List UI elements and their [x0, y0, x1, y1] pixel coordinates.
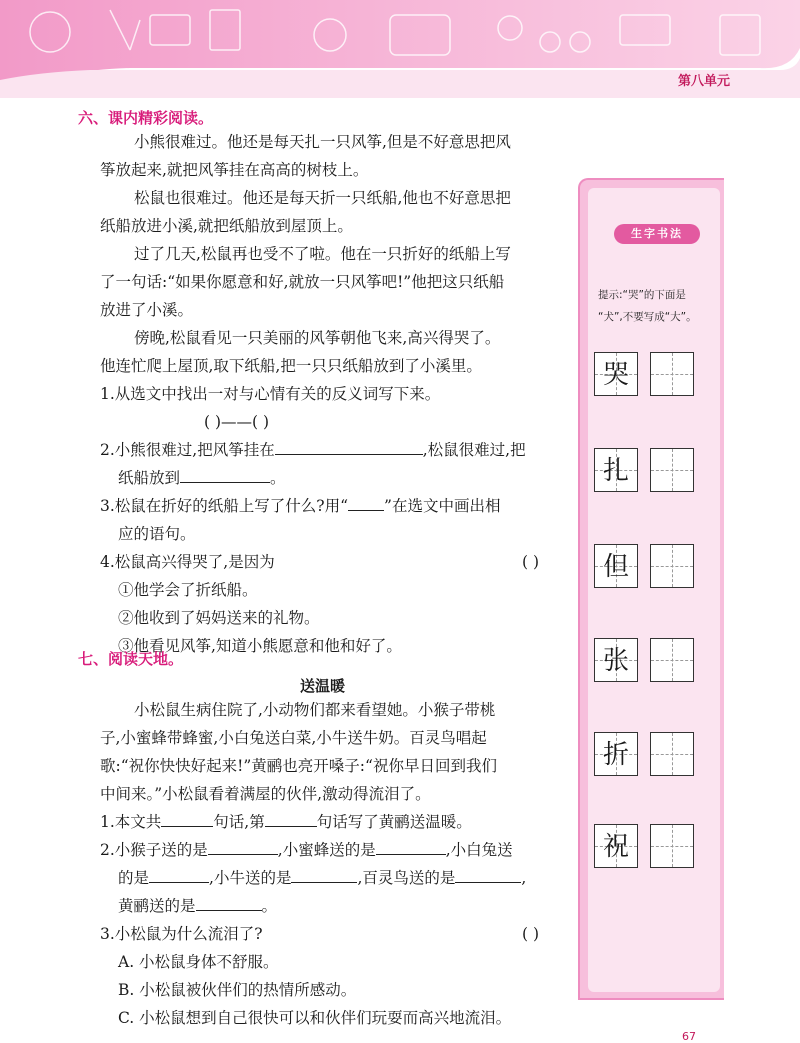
char: 但 [602, 552, 629, 582]
question-2-cont [118, 892, 277, 920]
question-2-text: 的是 [118, 869, 150, 887]
question-2-text: 。 [270, 469, 286, 487]
section-tag-label: 生字书法 [631, 227, 683, 240]
practice-cell[interactable] [650, 352, 694, 396]
answer-paren[interactable]: ( ) [522, 553, 540, 571]
option: B. 小松鼠被伙伴们的热情所感动。 [118, 981, 357, 999]
practice-cell[interactable] [650, 448, 694, 492]
character-practice-panel [578, 178, 724, 1000]
question-2-text: ,小白兔送 [445, 841, 513, 859]
practice-cell[interactable] [650, 638, 694, 682]
question-2-text: 2.小猴子送的是 [100, 841, 208, 859]
question-2 [100, 436, 526, 464]
answer-antonyms[interactable]: ( )——( ) [204, 413, 270, 431]
question-3: 3.小松鼠为什么流泪了? [100, 925, 263, 943]
question-1-text: 句话,第 [213, 813, 265, 831]
section6-title: 六、课内精彩阅读。 [78, 109, 214, 127]
answer-blank[interactable] [180, 466, 270, 483]
char-cell [594, 448, 638, 492]
answer-blank[interactable] [208, 838, 278, 855]
passage-line: 中间来。”小松鼠看着满屋的伙伴,激动得流泪了。 [100, 785, 431, 803]
answer-blank[interactable] [196, 894, 262, 911]
tip-line: 提示:“哭”的下面是 [598, 289, 686, 301]
panel-inner [588, 188, 720, 992]
question-2-text: 黄鹂送的是 [118, 897, 196, 915]
question-2-text: ,松鼠很难过,把 [422, 441, 526, 459]
practice-cell[interactable] [650, 544, 694, 588]
underline-mark [348, 494, 384, 511]
tip-line: “犬”,不要写成“大”。 [598, 311, 697, 323]
practice-cell[interactable] [650, 824, 694, 868]
question-2-text: 。 [261, 897, 278, 915]
question-2 [100, 836, 513, 864]
tip-text [598, 284, 726, 328]
option: ③他看见风筝,知道小熊愿意和他和好了。 [118, 637, 402, 655]
passage-line: 过了几天,松鼠再也受不了啦。他在一只折好的纸船上写 [134, 245, 511, 263]
section-tag [614, 224, 700, 244]
question-2-text: ,百灵鸟送的是 [357, 869, 456, 887]
passage-line: 歌:“祝你快快好起来!”黄鹂也亮开嗓子:“祝你早日回到我们 [100, 757, 497, 775]
char-cell [594, 638, 638, 682]
answer-blank[interactable] [275, 438, 423, 455]
passage-line: 筝放起来,就把风筝挂在高高的树枝上。 [100, 161, 369, 179]
passage-line: 松鼠也很难过。他还是每天折一只纸船,他也不好意思把 [134, 189, 511, 207]
section7-title: 七、阅读天地。 [78, 650, 184, 668]
question-2-cont [118, 864, 526, 892]
answer-blank[interactable] [291, 866, 357, 883]
answer-blank[interactable] [265, 810, 317, 827]
answer-blank[interactable] [376, 838, 446, 855]
passage-line: 放进了小溪。 [100, 301, 194, 319]
char-cell [594, 732, 638, 776]
char: 祝 [602, 832, 629, 862]
question-1 [100, 808, 472, 836]
question-2-cont [118, 464, 286, 492]
passage-line: 纸船放进小溪,就把纸船放到屋顶上。 [100, 217, 353, 235]
question-3-cont: 应的语句。 [118, 525, 196, 543]
passage-line: 他连忙爬上屋顶,取下纸船,把一只只纸船放到了小溪里。 [100, 357, 482, 375]
char-cell [594, 824, 638, 868]
char-cell [594, 544, 638, 588]
question-2-text: , [521, 869, 527, 887]
practice-cell[interactable] [650, 732, 694, 776]
question-3-text: ”在选文中画出相 [384, 497, 501, 515]
char: 折 [602, 740, 629, 770]
story-title: 送温暖 [300, 677, 346, 695]
question-2-text: ,小牛送的是 [209, 869, 292, 887]
unit-label: 第八单元 [677, 74, 730, 89]
answer-paren[interactable]: ( ) [522, 925, 540, 943]
option: C. 小松鼠想到自己很快可以和伙伴们玩耍而高兴地流泪。 [118, 1009, 512, 1027]
char: 扎 [602, 456, 629, 486]
char: 哭 [602, 360, 629, 390]
question-4: 4.松鼠高兴得哭了,是因为 [100, 553, 275, 571]
question-1: 1.从选文中找出一对与心情有关的反义词写下来。 [100, 385, 441, 403]
char-cell [594, 352, 638, 396]
passage-line: 小松鼠生病住院了,小动物们都来看望她。小猴子带桃 [134, 701, 496, 719]
answer-blank[interactable] [161, 810, 213, 827]
option: ①他学会了折纸船。 [118, 581, 258, 599]
page-number: 67 [682, 1030, 696, 1043]
question-1-text: 句话写了黄鹂送温暖。 [316, 813, 472, 831]
answer-blank[interactable] [455, 866, 521, 883]
answer-blank[interactable] [149, 866, 209, 883]
question-2-text: 纸船放到 [118, 469, 181, 487]
char: 张 [602, 646, 629, 676]
option: A. 小松鼠身体不舒服。 [118, 953, 279, 971]
question-2-text: 2.小熊很难过,把风筝挂在 [100, 441, 275, 459]
passage-line: 了一句话:“如果你愿意和好,就放一只风筝吧!”他把这只纸船 [100, 273, 505, 291]
passage-line: 傍晚,松鼠看见一只美丽的风筝朝他飞来,高兴得哭了。 [134, 329, 501, 347]
passage-line: 子,小蜜蜂带蜂蜜,小白兔送白菜,小牛送牛奶。百灵鸟唱起 [100, 729, 487, 747]
passage-line: 小熊很难过。他还是每天扎一只风筝,但是不好意思把风 [134, 133, 511, 151]
question-2-text: ,小蜜蜂送的是 [277, 841, 376, 859]
option: ②他收到了妈妈送来的礼物。 [118, 609, 320, 627]
question-3 [100, 492, 500, 520]
question-3-text: 3.松鼠在折好的纸船上写了什么?用“ [100, 497, 349, 515]
question-1-text: 1.本文共 [100, 813, 162, 831]
